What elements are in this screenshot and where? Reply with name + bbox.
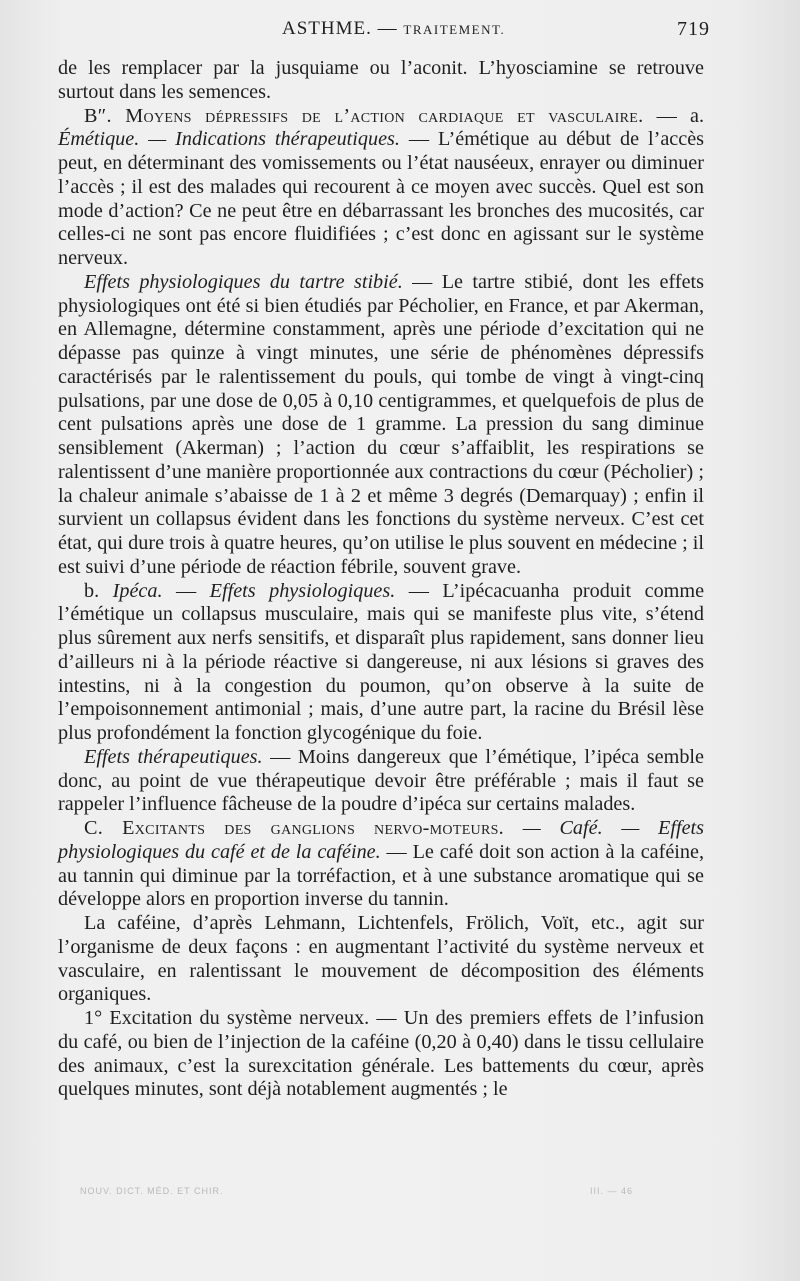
page-number: 719: [677, 18, 710, 40]
subsection-heading: Ipéca.: [112, 579, 163, 602]
subsection-heading: — Indications thérapeutiques.: [148, 128, 400, 151]
paragraph: de les remplacer par la jusquiame ou l’aconit. L’hyoscіamine se retrouve surtout dans les semences.: [58, 57, 704, 103]
page-footer: [80, 1186, 700, 1202]
paragraph: Effets physiologiques du tartre stibié. — Le tartre stibié, dont les effets physiologiques ont été si bien étudiés par Pécholier, en France, et par Akerman, en Allemagne, détermine constamment, après une période d’excitation qui ne dépasse pas quinze à vingt minutes, une série de phénomènes dépressifs caractérisés par le ralentissement du pouls, qui tombe de vingt à vingt-cinq pulsations, par une dose de 0,05 à 0,10 centigrammes, et quelquefois de plus de cent pulsations après une dose de 1 gramme. La pression du sang diminue sensiblement (Akerman) ; l’action du cœur s’affaiblit, les respirations se ralentissent d’une manière proportionnée aux contractions du cœur (Pécholier) ; la chaleur animale s’abaisse de 1 à 2 et même 3 degrés (Demarquay) ; enfin il survient un collapsus évident dans les fonctions du système nerveux. C’est cet état, qui dure trois à quatre heures, qu’on utilise le plus souvent en médecine ; il est suivi d’une période de réaction fébrile, souvent grave.: [58, 270, 704, 578]
paragraph: 1° Excitation du système nerveux. — Un des premiers effets de l’infusion du café, ou bien de l’injection de la caféine (0,20 à 0,40) dans le tissu cellulaire des animaux, c’est la surexcitation générale. Les battements du cœur, après quelques minutes, sont déjà notablement augmentés ; le: [58, 1007, 704, 1101]
subsection-heading: Effets thérapeutiques.: [84, 745, 263, 768]
subsection-heading: — Café.: [522, 817, 603, 839]
paragraph: B″. Moyens dépressifs de l’action cardiaque et vasculaire. — a. Émétique. — Indications thérapeutiques. — L’émétique au début de l’accès peut, en déterminant des vomissements ou l’état nauséeux, enrayer ou diminuer l’accès ; il est des malades qui recourent à ce moyen avec succès. Quel est son mode d’action? Ce ne peut être en débarrassant les bronches des mucosités, car celles-ci ne sont pas encore fluidifiées ; c’est donc en agissant sur le système nerveux.: [58, 104, 705, 269]
subsection-heading: Effets physiologiques du tartre stibié.: [84, 270, 403, 293]
subsection-heading: Émétique.: [58, 128, 140, 151]
subsection-heading: — Effets physiologiques du café et de la caféine.: [58, 817, 705, 863]
paragraph: Effets thérapeutiques. — Moins dangereux que l’émétique, l’ipéca semble donc, au point de vue thérapeutique devoir être préférable ; mais il faut se rappeler l’influence fâcheuse de la poudre d’ipéca sur certains malades.: [58, 745, 704, 816]
paragraph: La caféine, d’après Lehmann, Lichtenfels, Frölich, Voït, etc., agit sur l’organisme de deux façons : en augmentant l’activité du système nerveux et vasculaire, en ralentissant le mouvement de décomposition des éléments organiques.: [58, 912, 704, 1006]
subsection-heading: Effets physiologiques.: [209, 579, 396, 602]
section-heading: C. Excitants des ganglions nervo-moteurs.: [84, 817, 505, 839]
paragraph: C. Excitants des ganglions nervo-moteurs. — Café. — Effets physiologiques du café et de la caféine. — Le café doit son action à la caféine, au tannin qui diminue par la torréfaction, et à une substance aromatique qui se développe alors en proportion inverse du tannin.: [58, 817, 705, 911]
running-header: [60, 18, 710, 46]
footer-signature: NOUV. DICT. MÉD. ET CHIR.: [80, 1186, 224, 1196]
section-heading: B″. Moyens dépressifs de l’action cardiaque et vasculaire.: [84, 104, 644, 127]
footer-volume: III. — 46: [590, 1186, 634, 1196]
paragraph: b. Ipéca. — Effets physiologiques. — L’ipécacuanha produit comme l’émétique un collapsus musculaire, mais qui se manifeste plus vite, s’étend plus sûrement aux nerfs sensitifs, et disparaît plus rapidement, sans donner lieu d’ailleurs ni à la période réactive si dangereuse, ni aux lésions si graves des intestins, ni à la congestion du poumon, qu’on observe à la suite de l’empoisonnement antimonial ; mais, d’une autre part, la racine du Brésil lèse plus profondément la fonction glycogénique du foie.: [58, 579, 705, 744]
body-text: [58, 57, 704, 1102]
header-title: ASTHME. — TRAITEMENT.: [282, 18, 506, 39]
